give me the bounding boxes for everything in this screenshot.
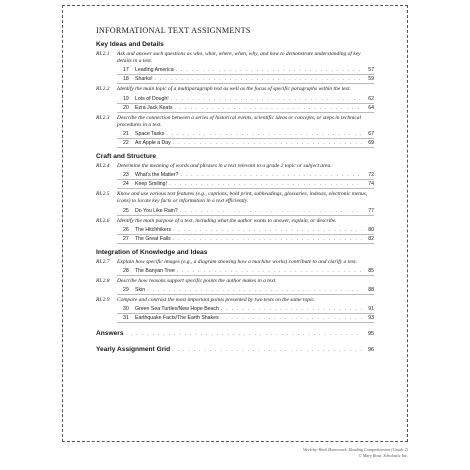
- assignment-title: The Hitchhikers: [135, 226, 172, 233]
- footer-line-1: Week-by-Week Homework: Reading Comprehension (Grade 2): [302, 447, 408, 452]
- assignment-title: Do You Like Rain?: [135, 207, 178, 214]
- assignment-entry[interactable]: [117, 286, 374, 295]
- dot-leader: [180, 208, 362, 214]
- standard-block: [96, 86, 374, 93]
- assignment-number: 20: [123, 104, 129, 111]
- assignment-entry[interactable]: [117, 314, 374, 323]
- standard-description: Identify the main topic of a multiparagraph text as well as the focus of specific paragraphs within the text.: [117, 86, 351, 93]
- standard-description: Ask and answer such questions as who, what, where, when, why, and how to demonstrate understanding of key details in a text.: [117, 51, 361, 65]
- assignment-page: 93: [368, 315, 374, 322]
- assignment-page: 62: [368, 95, 374, 102]
- standard-description: Describe the connection between a series of historical events, scientific ideas or concepts, or steps in technical procedures in a text.: [117, 114, 362, 128]
- dot-leader: [155, 76, 362, 82]
- assignment-list: [117, 305, 374, 323]
- assignment-entry[interactable]: [117, 104, 374, 113]
- assignment-title: Keep Smiling!: [135, 181, 168, 188]
- assignment-number: 27: [123, 235, 129, 242]
- assignment-list: [117, 95, 374, 113]
- assignment-entry[interactable]: [117, 207, 374, 216]
- standard-description: Know and use various text features (e.g., captions, bold print, subheadings, glossaries, indexes, electronic menus, icons) to locate key facts or information in a text efficiently.: [117, 191, 368, 205]
- dot-leader: [221, 306, 362, 312]
- assignment-page: 72: [368, 172, 374, 179]
- assignment-title: The Banyan Tree: [135, 268, 175, 275]
- assignment-number: 18: [123, 76, 129, 83]
- standard-description: Identify the main purpose of a text, including what the author wants to answer, explain, or describe.: [117, 217, 337, 224]
- assignment-list: [117, 286, 374, 295]
- assignment-list: [117, 226, 374, 244]
- assignment-page: 67: [368, 131, 374, 138]
- standard-code: RI.2.4: [96, 163, 110, 170]
- yearly-grid-entry[interactable]: [96, 346, 374, 353]
- footer-line-2: © Mary Rosa, Scholastic Inc.: [358, 452, 408, 458]
- standard-code: RI.2.7: [96, 258, 110, 265]
- dot-leader: [173, 236, 362, 242]
- dot-leader: [171, 96, 362, 102]
- dot-leader: [166, 131, 362, 137]
- yearly-grid-page: 96: [368, 347, 374, 354]
- assignment-number: 26: [123, 226, 129, 233]
- standard-code: RI.2.1: [96, 51, 110, 57]
- assignment-number: 24: [123, 181, 129, 188]
- assignment-page: 82: [368, 235, 374, 242]
- assignment-entry[interactable]: [117, 130, 374, 139]
- dot-leader: [173, 227, 362, 233]
- assignment-number: 31: [123, 315, 129, 322]
- assignment-entry[interactable]: [117, 139, 374, 148]
- assignment-number: 21: [123, 131, 129, 138]
- standard-block: [96, 163, 374, 170]
- standard-block: [96, 218, 374, 225]
- dot-leader: [176, 67, 362, 73]
- assignment-page: 88: [368, 287, 374, 294]
- assignment-entry[interactable]: [117, 305, 374, 314]
- assignment-number: 28: [123, 268, 129, 275]
- assignment-list: [117, 171, 374, 189]
- assignment-title: Space Tasks: [135, 131, 165, 138]
- dot-leader: [180, 172, 362, 178]
- assignment-title: Leading America: [135, 67, 174, 74]
- assignment-title: Lots of Dough!: [135, 95, 169, 102]
- assignment-title: Skin: [135, 287, 146, 294]
- assignment-page: 85: [368, 268, 374, 275]
- assignment-page: 91: [368, 306, 374, 313]
- assignment-number: 17: [123, 67, 129, 74]
- section-heading: Integration of Knowledge and Ideas: [96, 248, 208, 256]
- assignment-entry[interactable]: [117, 95, 374, 104]
- assignment-page: 74: [368, 181, 374, 188]
- assignment-number: 23: [123, 172, 129, 179]
- assignment-entry[interactable]: [117, 226, 374, 235]
- standard-code: RI.2.3: [96, 114, 110, 121]
- assignment-title: The Great Falls: [135, 235, 171, 242]
- dot-leader: [173, 140, 362, 146]
- answers-label: Answers: [96, 330, 124, 338]
- dot-leader: [169, 181, 362, 187]
- section-heading: Craft and Structure: [96, 153, 157, 161]
- standard-block: [96, 297, 374, 304]
- standard-block: [96, 115, 374, 129]
- assignment-list: [117, 267, 374, 276]
- standard-code: RI.2.5: [96, 191, 110, 198]
- assignment-page: 57: [368, 67, 374, 74]
- assignment-entry[interactable]: [117, 235, 374, 244]
- assignment-number: 19: [123, 95, 129, 102]
- standard-code: RI.2.6: [96, 217, 110, 224]
- standard-code: RI.2.2: [96, 86, 110, 93]
- standard-description: Determine the meaning of words and phrases in a text relevant to a grade 2 topic or subject area.: [117, 163, 332, 170]
- standard-block: [96, 259, 374, 266]
- assignment-entry[interactable]: [117, 75, 374, 84]
- dot-leader: [221, 315, 362, 321]
- assignment-title: Green Sea Turtles/New Hope Beach: [135, 306, 219, 313]
- answers-page: 95: [368, 331, 374, 338]
- standard-block: [96, 191, 374, 205]
- assignment-list: [117, 207, 374, 216]
- assignment-number: 29: [123, 287, 129, 294]
- standard-description: Describe how reasons support specific points the author makes in a text.: [117, 278, 277, 285]
- assignment-entry[interactable]: [117, 66, 374, 75]
- assignment-list: [117, 130, 374, 148]
- assignment-title: What's the Matter?: [135, 172, 179, 179]
- assignment-title: Earthquake Facts/The Earth Shakes: [135, 315, 219, 322]
- standard-code: RI.2.8: [96, 278, 110, 285]
- standard-block: [96, 278, 374, 285]
- yearly-grid-label: Yearly Assignment Grid: [96, 346, 171, 354]
- assignment-page: 77: [368, 207, 374, 214]
- assignment-number: 25: [123, 207, 129, 214]
- assignment-page: 80: [368, 226, 374, 233]
- standard-description: Compare and contrast the most important points presented by two texts on the same topic.: [117, 297, 316, 304]
- contents-page: [96, 26, 374, 353]
- standard-description: Explain how specific images (e.g., a diagram showing how a machine works) contribute to and clarify a text.: [117, 258, 357, 265]
- page-title: INFORMATIONAL TEXT ASSIGNMENTS: [96, 26, 251, 35]
- assignment-title: Sharks!: [135, 76, 153, 83]
- section-heading: Key Ideas and Details: [96, 41, 164, 48]
- assignment-number: 22: [123, 140, 129, 147]
- dot-leader: [126, 331, 363, 337]
- assignment-page: 69: [368, 140, 374, 147]
- dot-leader: [177, 268, 362, 274]
- standard-code: RI.2.9: [96, 297, 110, 304]
- assignment-number: 30: [123, 306, 129, 313]
- assignment-entry[interactable]: [117, 180, 374, 189]
- dot-leader: [147, 287, 362, 293]
- assignment-title: An Apple a Day: [135, 140, 171, 147]
- assignment-entry[interactable]: [117, 171, 374, 180]
- footer-credit: [303, 447, 408, 458]
- assignment-page: 59: [368, 76, 374, 83]
- assignment-page: 64: [368, 104, 374, 111]
- dot-leader: [174, 105, 362, 111]
- assignment-entry[interactable]: [117, 267, 374, 276]
- answers-entry[interactable]: [96, 330, 374, 337]
- dot-leader: [172, 347, 362, 353]
- assignment-list: [117, 66, 374, 84]
- assignment-title: Ezra Jack Keats: [135, 104, 173, 111]
- standard-block: [96, 51, 374, 65]
- sections-container: [96, 41, 374, 323]
